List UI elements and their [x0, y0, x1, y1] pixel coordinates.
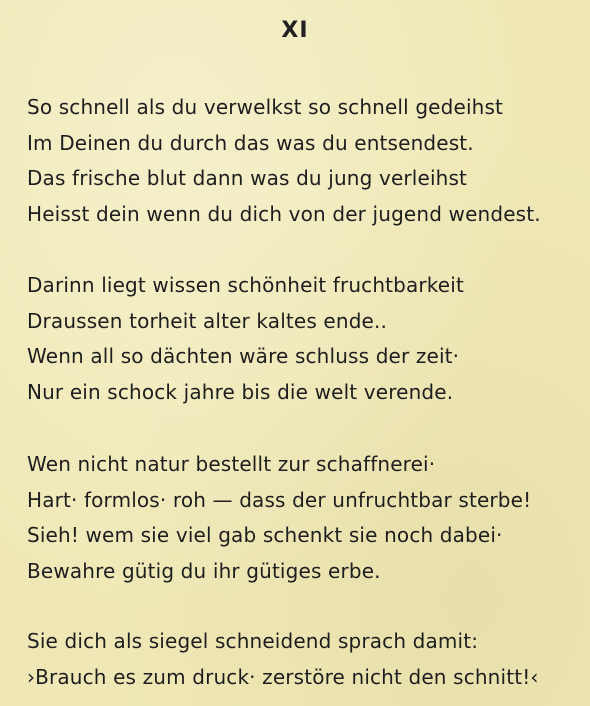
poem-line: Wenn all so dächten wäre schluss der zeit·	[27, 344, 460, 368]
poem-line: Nur ein schock jahre bis die welt verende.	[27, 379, 454, 404]
poem-line: Im Deinen du durch das was du entsendest.	[27, 130, 474, 155]
poem-line: Heisst dein wenn du dich von der jugend wendest.	[27, 201, 541, 226]
poem-line: Das frische blut dann was du jung verleihst	[27, 166, 468, 190]
stanza-4	[27, 624, 587, 695]
poem-line: Wen nicht natur bestellt zur schaffnerei·	[27, 452, 436, 476]
stanza-3	[27, 447, 587, 589]
poem-line: Sieh! wem sie viel gab schenkt sie noch dabei·	[27, 523, 503, 547]
poem-line: So schnell als du verwelkst so schnell gedeihst	[27, 95, 504, 119]
poem-number: XI	[281, 18, 309, 43]
stanza-2	[27, 268, 587, 410]
poem-line: Draussen torheit alter kaltes ende..	[27, 308, 388, 333]
stanza-1	[27, 90, 587, 232]
poem-line: ›Brauch es zum druck· zerstöre nicht den schnitt!‹	[27, 664, 539, 689]
poem-line: Sie dich als siegel schneidend sprach damit:	[27, 629, 479, 653]
poem-line: Darinn liegt wissen schönheit fruchtbarkeit	[27, 273, 464, 297]
poem-line: Bewahre gütig du ihr gütiges erbe.	[27, 558, 381, 583]
poem-line: Hart· formlos· roh — dass der unfruchtbar sterbe!	[27, 487, 532, 512]
